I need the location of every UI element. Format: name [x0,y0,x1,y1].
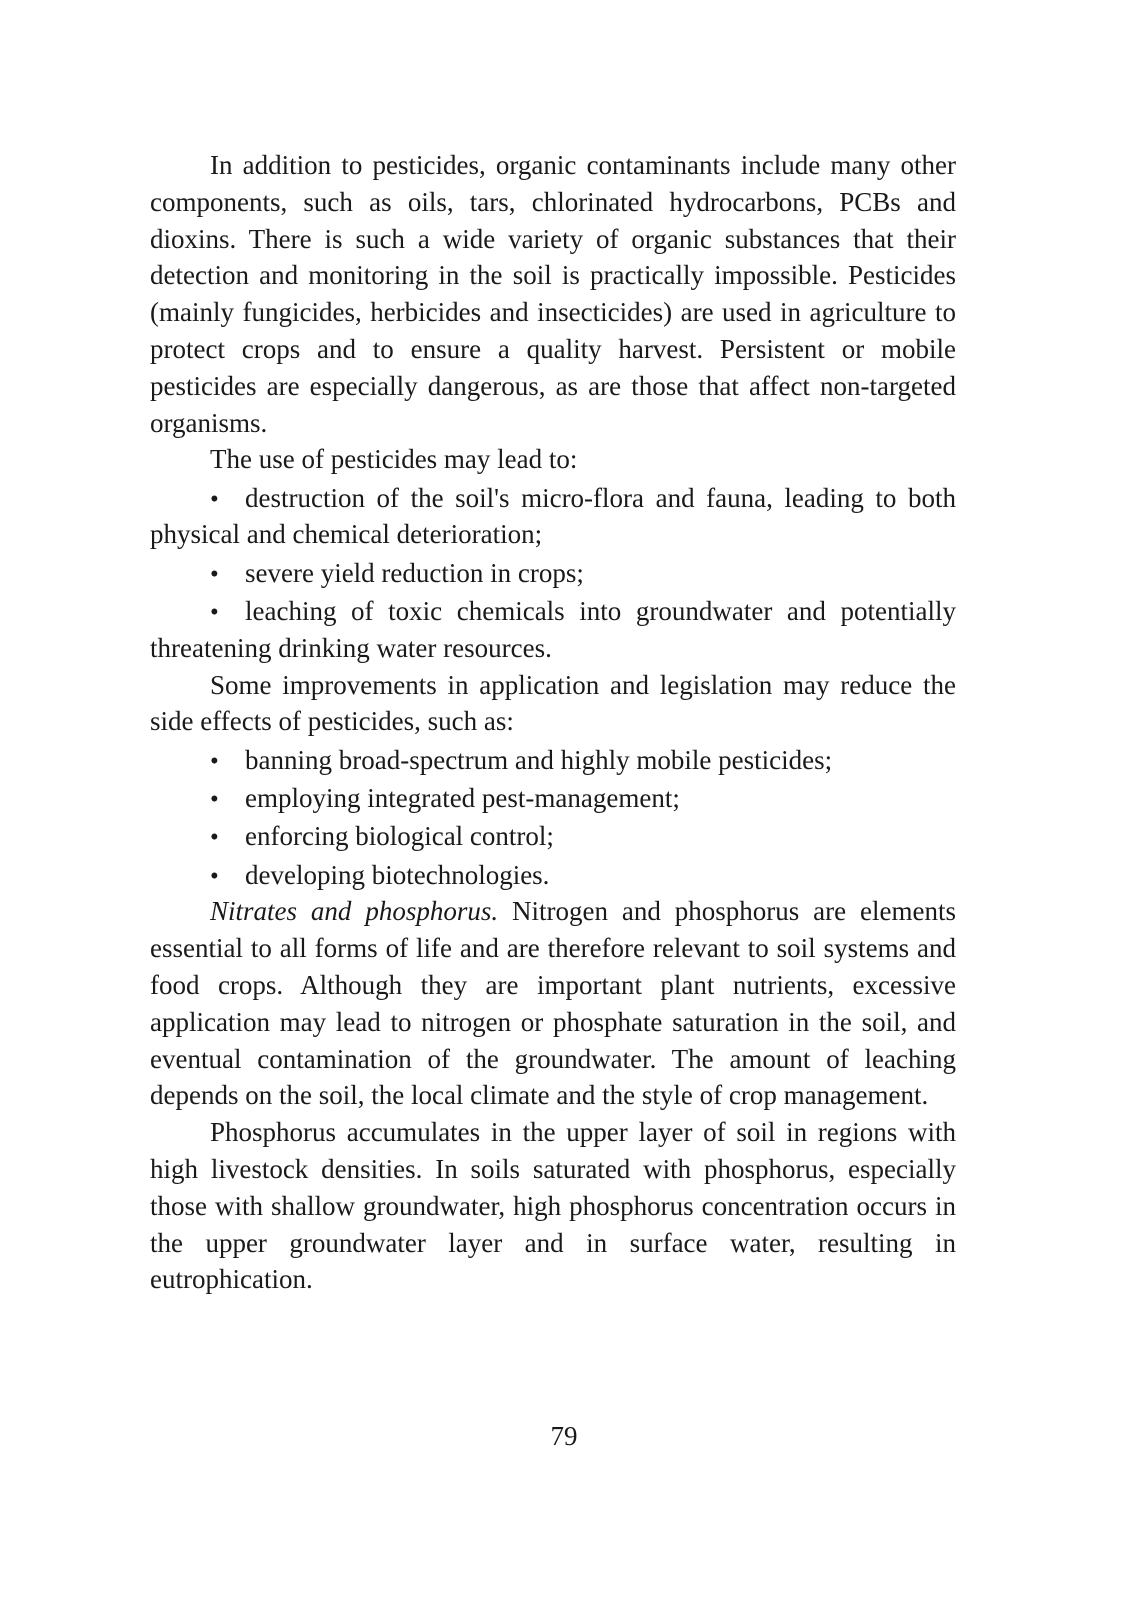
list-item [150,553,956,591]
paragraph-organic-contaminants: In addition to pesticides, organic contaminants include many other components, such as oils, tars, chlorinated hydrocarbons, PCBs and dioxins. There is such a wide variety of organic substances that their detection and monitoring in the soil is practically impossible. Pesticides (mainly fungicides, herbicides and insecticides) are used in agriculture to protect crops and to ensure a quality harvest. Persistent or mobile pesticides are especially dangerous, as are those that affect non-targeted organisms. [150,150,956,438]
list-item [150,779,956,817]
page-body [150,147,956,1298]
paragraph-phosphorus-accumulation: Phosphorus accumulates in the upper layer of soil in regions with high livestock densities. In soils saturated with phosphorus, especially those with shallow groundwater, high phosphorus concentration occurs in the upper groundwater layer and in surface water, resulting in eutrophication. [150,1117,956,1295]
paragraph-nitrates-phosphorus [150,893,956,1114]
paragraph-pesticide-use-intro: The use of pesticides may lead to: [210,444,578,475]
section-lead-in: Nitrates and phosphorus. [210,896,499,927]
list-item-text: enforcing biological control; [245,821,554,852]
list-item-text: employing integrated pest-management; [245,783,680,814]
pesticide-effects-list [150,478,956,666]
list-item [150,592,956,667]
list-item-text: leaching of toxic chemicals into groundwater and potentially threatening drinking water resources. [150,596,956,663]
list-item-text: destruction of the soil's micro-flora and fauna, leading to both physical and chemical deterioration; [150,482,956,550]
list-item [150,817,956,855]
list-item-text: banning broad-spectrum and highly mobile pesticides; [245,744,833,775]
bullet-icon [210,480,245,517]
page-number: 79 [550,1421,578,1451]
paragraph-improvements-intro: Some improvements in application and legislation may reduce the side effects of pesticides, such as: [150,669,956,737]
paragraph-text: Nitrogen and phosphorus are elements essential to all forms of life and are therefore relevant to soil systems and food crops. Although they are important plant nutrients, excessive application may lead to nitrogen or phosphate saturation in the soil, and eventual contamination of the groundwater. The amount of leaching depends on the soil, the local climate and the style of crop management. [150,896,956,1111]
bullet-icon [210,818,245,855]
list-item [150,478,956,553]
bullet-icon [210,593,245,630]
bullet-icon [210,742,245,779]
list-item-text: developing biotechnologies. [245,859,550,890]
list-item [150,855,956,893]
bullet-icon [210,780,245,817]
bullet-icon [210,555,245,592]
list-item [150,740,956,778]
improvements-list [150,740,956,893]
list-item-text: severe yield reduction in crops; [245,557,584,588]
bullet-icon [210,857,245,894]
